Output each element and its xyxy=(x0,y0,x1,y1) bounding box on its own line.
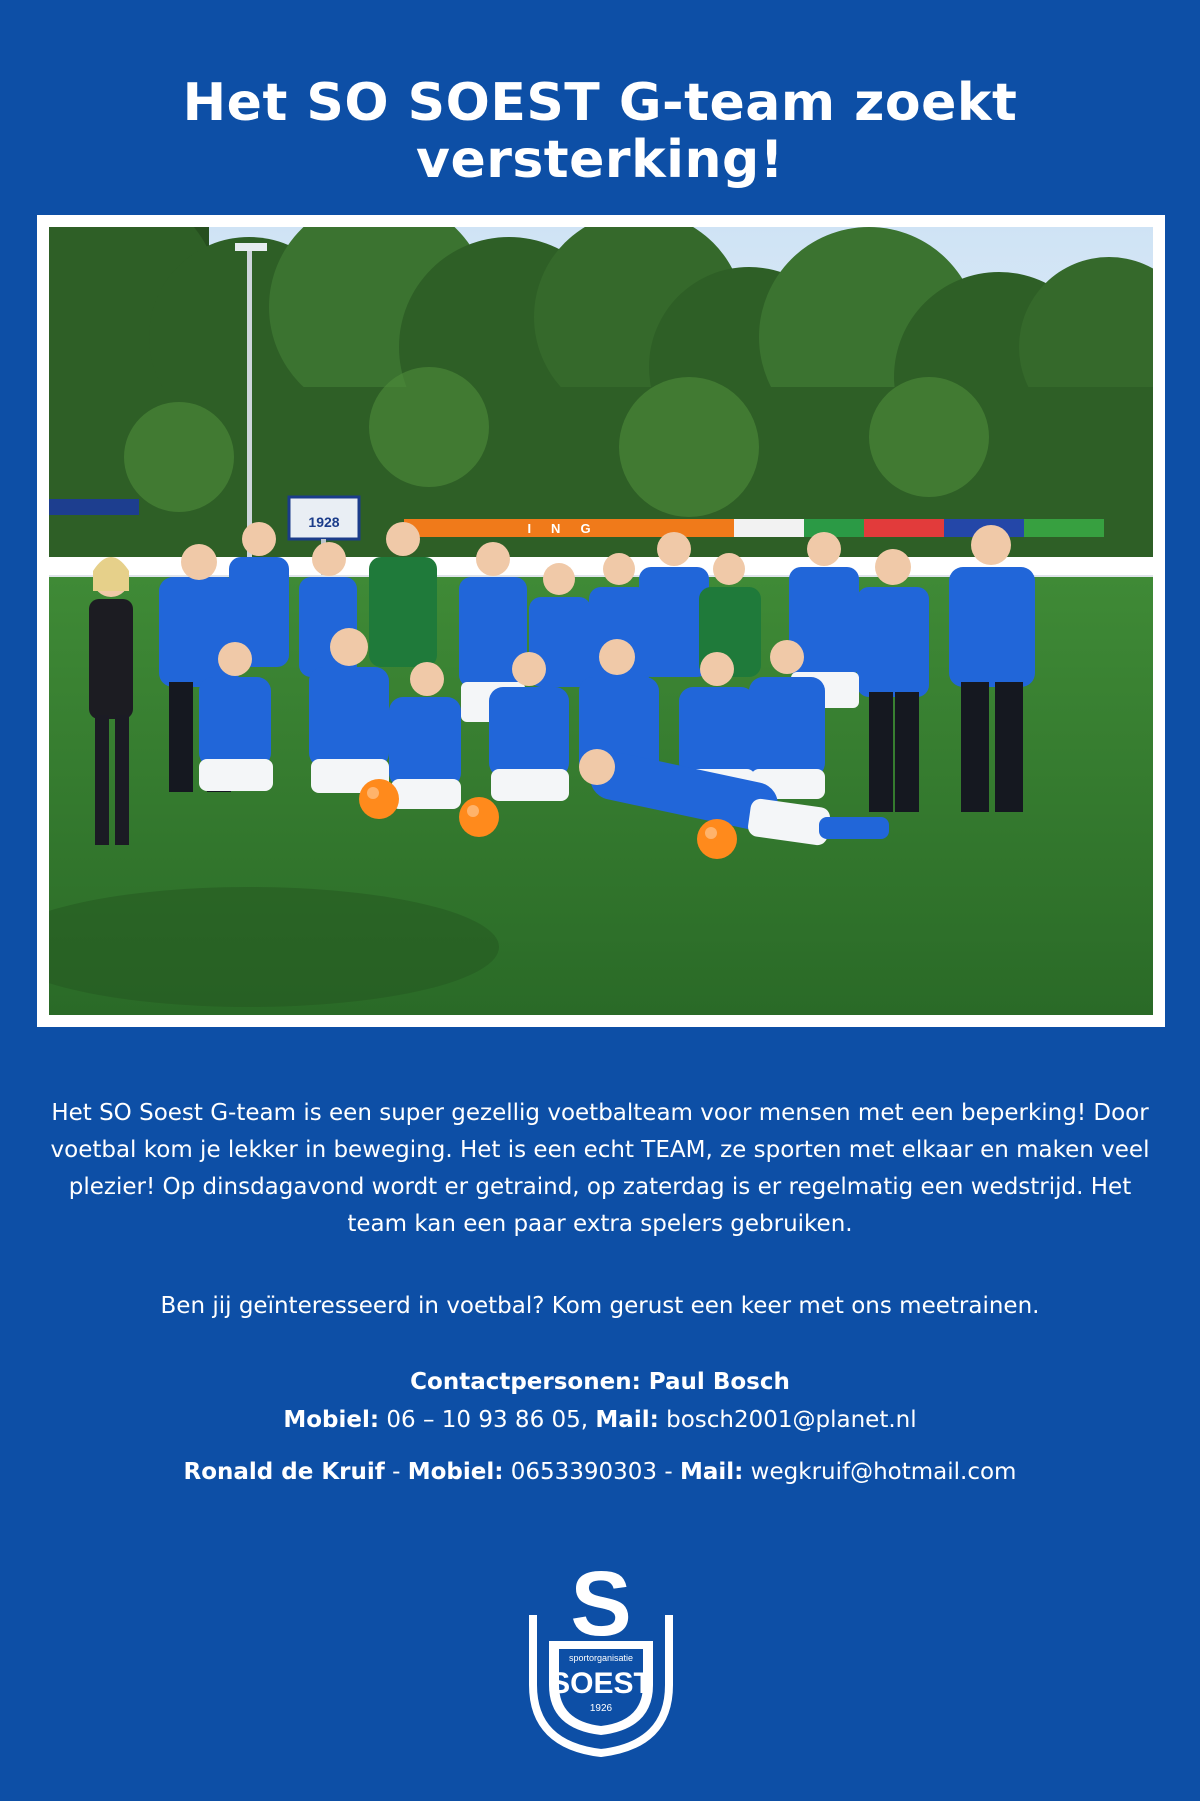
description-paragraph: Het SO Soest G-team is een super gezellig voetbalteam voor mensen met een beperking! Door voetbal kom je lekker in beweging. Het is een echt TEAM, ze sporten met elkaar en maken veel plezier! Op dinsdagavond wordt er getraind, op zaterdag is er regelmatig een wedstrijd. Het team kan een paar extra spelers gebruiken. xyxy=(50,1100,1150,1237)
contact-heading: Contactpersonen: Paul Bosch xyxy=(410,1369,790,1395)
ad-banner-ing: ING xyxy=(527,521,611,536)
contact1-line xyxy=(0,1401,1200,1439)
description xyxy=(36,1095,1164,1243)
contact1-mail-label: Mail: xyxy=(595,1407,659,1433)
team-photo-frame xyxy=(37,215,1165,1027)
contact1-mobile: 06 – 10 93 86 05, xyxy=(379,1407,596,1433)
contact-block xyxy=(0,1363,1200,1491)
contact2-line xyxy=(0,1453,1200,1491)
separator: - xyxy=(384,1459,408,1485)
contact2-mobile: 0653390303 xyxy=(503,1459,658,1485)
page-title: Het SO SOEST G-team zoekt versterking! xyxy=(182,72,1018,191)
separator: - xyxy=(657,1459,680,1485)
club-logo xyxy=(515,1545,687,1757)
scoreboard-text: 1928 xyxy=(308,514,340,530)
logo-subtitle: sportorganisatie xyxy=(568,1653,634,1663)
team-photo xyxy=(49,227,1153,1015)
logo-name: SOEST xyxy=(550,1667,652,1700)
logo-year: 1926 xyxy=(589,1703,613,1714)
contact2-mail[interactable]: wegkruif@hotmail.com xyxy=(743,1459,1017,1485)
contact2-mail-label: Mail: xyxy=(680,1459,744,1485)
invite-text: Ben jij geïnteresseerd in voetbal? Kom gerust een keer met ons meetrainen. xyxy=(160,1293,1040,1319)
contact2-name: Ronald de Kruif xyxy=(183,1459,385,1485)
contact1-mail[interactable]: bosch2001@planet.nl xyxy=(658,1407,917,1433)
logo-letter: S xyxy=(570,1553,632,1655)
contact1-mobile-label: Mobiel: xyxy=(283,1407,380,1433)
contact2-mobile-label: Mobiel: xyxy=(407,1459,504,1485)
